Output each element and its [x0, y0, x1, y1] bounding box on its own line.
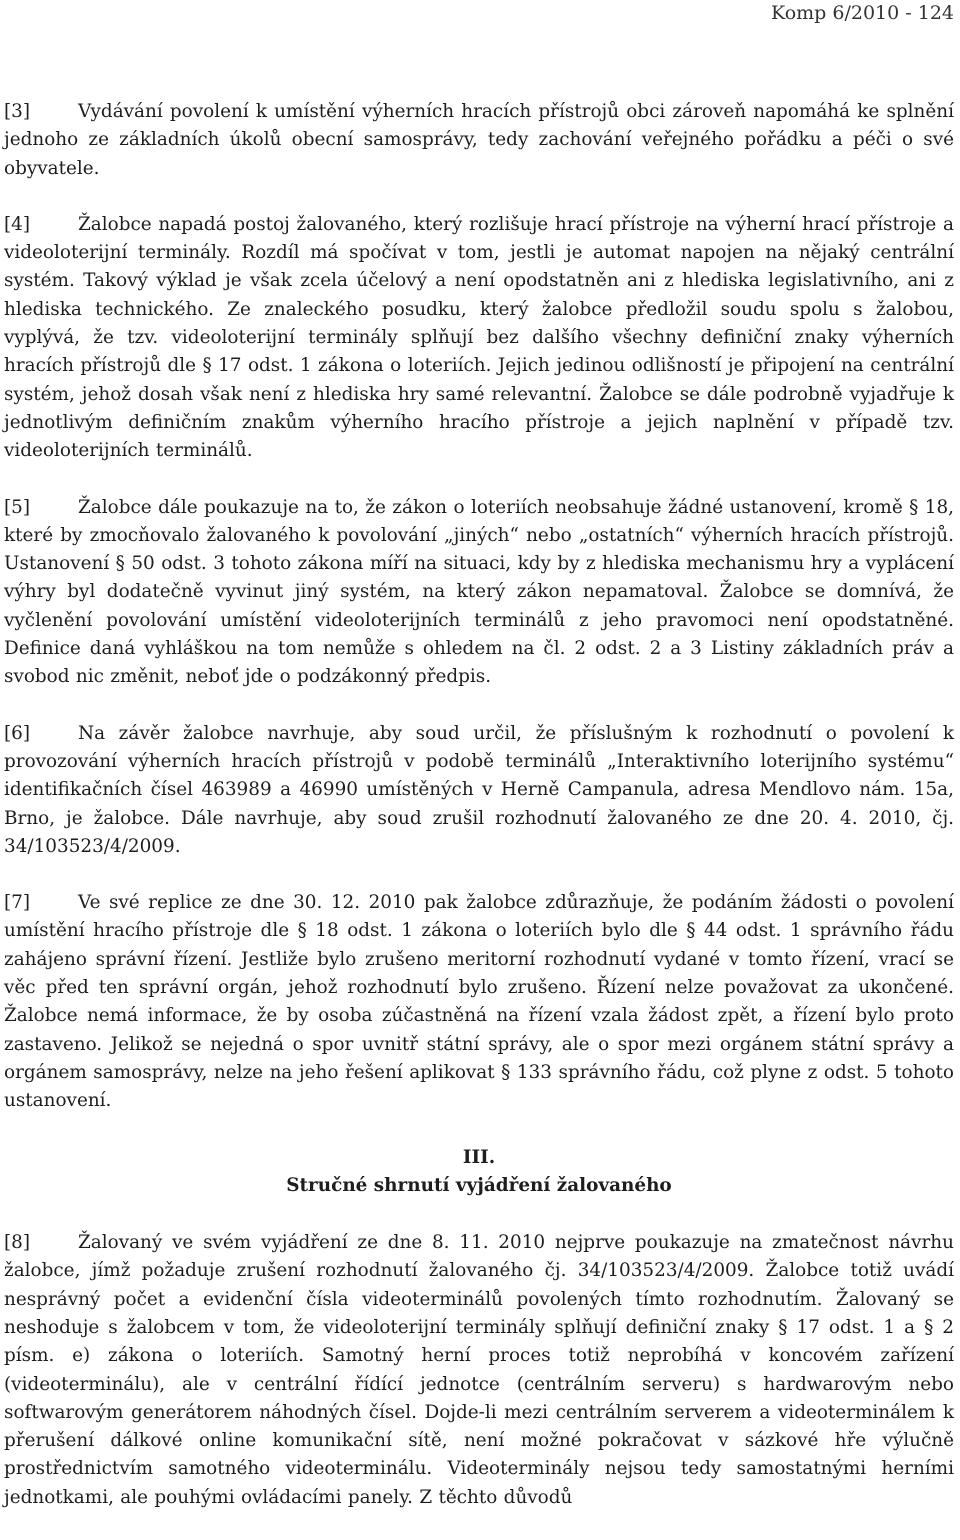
paragraph-number: [4] [4, 213, 31, 235]
paragraph-3 [4, 98, 954, 183]
paragraph-text: Na závěr žalobce navrhuje, aby soud určil, že příslušným k rozhodnutí o povolení k provozování výherních hracích přístrojů v podobě terminálů „Interaktivního loterijního systému“ identifikačních čísel 463989 a 46990 umístěných v Herně Campanula, adresa Mendlovo nám. 15a, Brno, je žalobce. Dále navrhuje, aby soud zrušil rozhodnutí žalovaného ze dne 20. 4. 2010, čj. 34/103523/4/2009. [4, 722, 954, 857]
paragraph-4 [4, 211, 954, 466]
paragraph-7 [4, 889, 954, 1115]
paragraph-number: [8] [4, 1232, 31, 1254]
paragraph-5 [4, 494, 954, 692]
paragraph-6 [4, 720, 954, 861]
paragraph-text: Ve své replice ze dne 30. 12. 2010 pak žalobce zdůrazňuje, že podáním žádosti o povolení umístění hracího přístroje dle § 18 odst. 1 zákona o loteriích bylo dle § 44 odst. 1 správního řádu zahájeno správní řízení. Jestliže bylo zrušeno meritorní rozhodnutí vydané v tomto řízení, vrací se věc před ten správní orgán, jehož rozhodnutí bylo zrušeno. Řízení nelze považovat za ukončené. Žalobce nemá informace, že by osoba zúčastněná na řízení vzala žádost zpět, a řízení bylo proto zastaveno. Jelikož se nejedná o spor uvnitř státní správy, ale o spor mezi orgánem státní správy a orgánem samosprávy, nelze na jeho řešení aplikovat § 133 správního řádu, což plyne z odst. 5 tohoto ustanovení. [4, 892, 954, 1112]
section-numeral: III. [462, 1146, 496, 1168]
paragraph-number: [6] [4, 722, 31, 744]
page-header-reference: Komp 6/2010 - 124 [771, 2, 954, 24]
document-body [4, 98, 954, 1540]
paragraph-text: Žalobce dále poukazuje na to, že zákon o loteriích neobsahuje žádné ustanovení, kromě § 18, které by zmocňovalo žalovaného k povolování „jiných“ nebo „ostatních“ výherních hracích přístrojů. Ustanovení § 50 odst. 3 tohoto zákona míří na situaci, kdy by z hlediska mechanismu hry a vyplácení výhry byl dodatečně vyvinut jiný systém, na který zákon nepamatoval. Žalobce se domnívá, že vyčlenění povolování umístění videoloterijních terminálů z jeho pravomoci není opodstatněné. Definice daná vyhláškou na tom nemůže s ohledem na čl. 2 odst. 2 a 3 Listiny základních práv a svobod nic změnit, neboť jde o podzákonný předpis. [4, 496, 954, 688]
paragraph-number: [5] [4, 496, 31, 518]
paragraph-text: Žalobce napadá postoj žalovaného, který rozlišuje hrací přístroje na výherní hrací přístroje a videoloterijní terminály. Rozdíl má spočívat v tom, jestli je automat napojen na nějaký centrální systém. Takový výklad je však zcela účelový a není opodstatněn ani z hlediska legislativního, ani z hlediska technického. Ze znaleckého posudku, který žalobce předložil soudu spolu s žalobou, vyplývá, že tzv. videoloterijní terminály splňují bez dalšího všechny definiční znaky výherních hracích přístrojů dle § 17 odst. 1 zákona o loteriích. Jejich jedinou odlišností je připojení na centrální systém, jehož dosah však není z hlediska hry samé relevantní. Žalobce se dále podrobně vyjadřuje k jednotlivým definičním znakům výherního hracího přístroje a jejich naplnění v případě tzv. videoloterijních terminálů. [4, 213, 954, 462]
paragraph-number: [7] [4, 892, 31, 914]
paragraph-text: Žalovaný ve svém vyjádření ze dne 8. 11. 2010 nejprve poukazuje na zmatečnost návrhu žalobce, jímž požaduje zrušení rozhodnutí žalovaného čj. 34/103523/4/2009. Žalobce totiž uvádí nesprávný počet a evidenční čísla videoterminálů povolených tímto rozhodnutím. Žalovaný se neshoduje s žalobcem v tom, že videoloterijní terminály splňují definiční znaky § 17 odst. 1 a § 2 písm. e) zákona o loteriích. Samotný herní proces totiž neprobíhá v koncovém zařízení (videoterminálu), ale v centrální řídící jednotce (centrálním serveru) s hardwarovým nebo softwarovým generátorem náhodných čísel. Dojde-li mezi centrálním serverem a videoterminálem k přerušení dálkové online komunikační sítě, není možné pokračovat v sázkové hře výlučně prostřednictvím samotného videoterminálu. Videoterminály nejsou tedy samostatnými herními jednotkami, ale pouhými ovládacími panely. Z těchto důvodů [4, 1232, 954, 1508]
section-heading [4, 1144, 954, 1201]
paragraph-number: [3] [4, 101, 31, 122]
paragraph-text: Vydávání povolení k umístění výherních hracích přístrojů obci zároveň napomáhá ke splnění jednoho ze základních úkolů obecní samosprávy, tedy zachování veřejného pořádku a péči o své obyvatele. [4, 101, 954, 179]
paragraph-8 [4, 1229, 954, 1512]
section-title: Stručné shrnutí vyjádření žalovaného [286, 1174, 672, 1196]
